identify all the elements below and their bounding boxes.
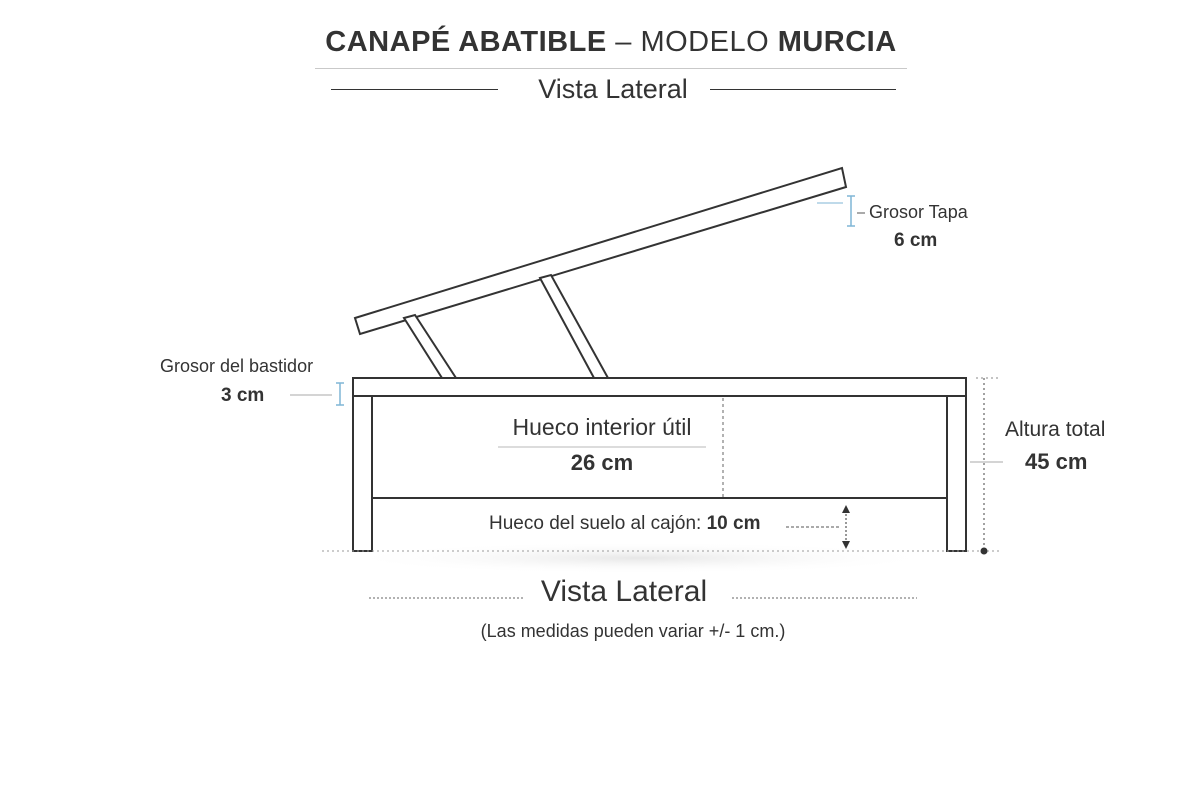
leg-right: [947, 396, 966, 551]
floor-shadow: [340, 542, 940, 574]
hueco-suelo-arrow-up: [842, 505, 850, 513]
subtitle-bottom: Vista Lateral: [540, 575, 708, 608]
title-part-1: CANAPÉ ABATIBLE: [325, 26, 607, 58]
grosor-tapa-label: Grosor Tapa: [869, 202, 968, 222]
hueco-suelo-value: 10 cm: [706, 513, 761, 534]
grosor-bastidor-value: 3 cm: [221, 385, 265, 406]
leg-left: [353, 396, 372, 551]
title-part-3: MURCIA: [777, 26, 897, 58]
hueco-interior-label: Hueco interior útil: [512, 414, 692, 440]
frame-top: [353, 378, 966, 396]
altura-total-label: Altura total: [1005, 418, 1106, 441]
hueco-suelo-text: [489, 513, 760, 535]
title-dash: –: [606, 26, 641, 58]
measurement-note: (Las medidas pueden variar +/- 1 cm.): [480, 621, 786, 641]
grosor-bastidor-label: Grosor del bastidor: [160, 356, 314, 376]
hueco-suelo-label: Hueco del suelo al cajón:: [489, 513, 707, 534]
hueco-interior-value: 26 cm: [570, 450, 634, 475]
strut-right: [540, 275, 608, 378]
lid-panel: [355, 168, 846, 334]
grosor-tapa-value: 6 cm: [894, 230, 938, 251]
altura-bottom-dot: [981, 548, 988, 555]
subtitle-top: Vista Lateral: [538, 74, 688, 104]
strut-left: [404, 315, 456, 378]
title-part-2: MODELO: [640, 26, 778, 58]
altura-total-value: 45 cm: [1025, 449, 1088, 474]
